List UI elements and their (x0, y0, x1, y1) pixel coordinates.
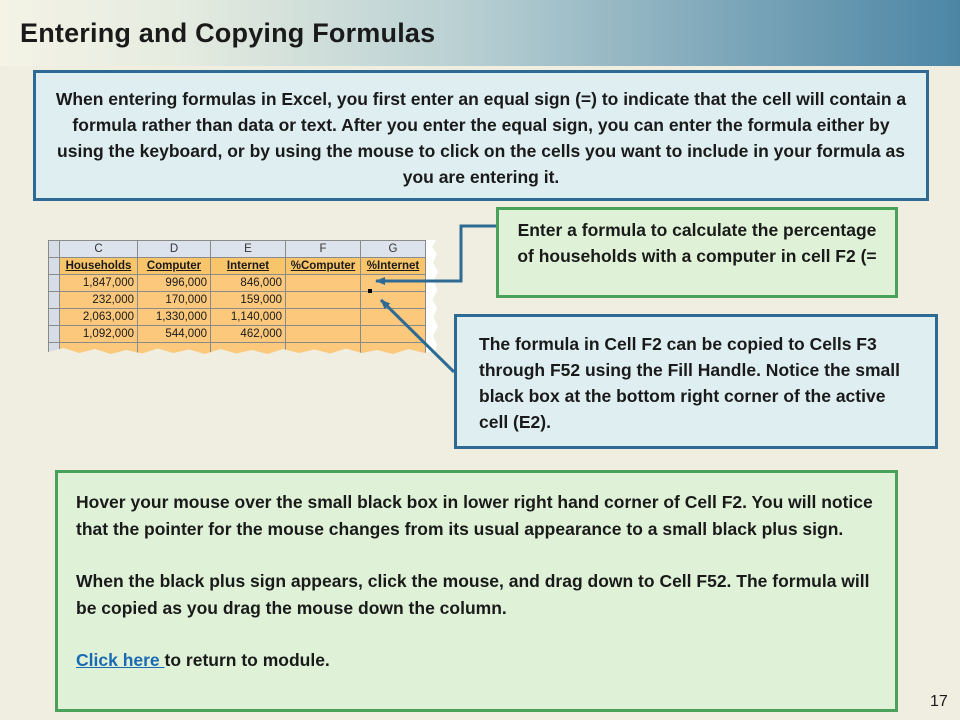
data-cell (286, 292, 361, 309)
column-letter: E (211, 241, 286, 258)
data-cell (361, 326, 426, 343)
enter-formula-callout (496, 207, 898, 298)
copy-formula-text: The formula in Cell F2 can be copied to Cells F3 through F52 using the Fill Handle. Notice the small black box at the bottom right corner of the active cell (E2). (479, 334, 901, 432)
active-cell-f2[interactable] (286, 275, 361, 292)
hover-paragraph-2: When the black plus sign appears, click the mouse, and drag down to Cell F52. The formula will be copied as you drag the mouse down the column. (76, 571, 870, 618)
intro-callout (33, 70, 929, 201)
copy-formula-callout (454, 314, 938, 449)
row-number (49, 326, 60, 343)
header-cell: Internet (211, 258, 286, 275)
data-cell: 1,092,000 (60, 326, 138, 343)
data-cell: 846,000 (211, 275, 286, 292)
column-letter: D (138, 241, 211, 258)
data-cell: 1,847,000 (60, 275, 138, 292)
data-cell: 462,000 (211, 326, 286, 343)
data-cell: 159,000 (211, 292, 286, 309)
table-row (49, 292, 426, 309)
data-cell (361, 309, 426, 326)
header-row (49, 258, 426, 275)
spreadsheet-image (48, 240, 440, 354)
data-cell (286, 309, 361, 326)
data-cell: 232,000 (60, 292, 138, 309)
header-cell: Households (60, 258, 138, 275)
header-cell: %Computer (286, 258, 361, 275)
fill-handle-icon[interactable] (368, 289, 372, 293)
row-number (49, 309, 60, 326)
column-letter: G (361, 241, 426, 258)
data-cell: 170,000 (138, 292, 211, 309)
data-cell (286, 326, 361, 343)
intro-text: When entering formulas in Excel, you first enter an equal sign (=) to indicate that the cell will contain a formula rather than data or text. After you enter the equal sign, you can enter the formula either by using the keyboard, or by using the mouse to click on the cells you want to include in your formula as you are entering it. (55, 89, 907, 187)
data-cell: 1,330,000 (138, 309, 211, 326)
header-cell: %Internet (361, 258, 426, 275)
return-line (76, 647, 875, 674)
header-cell: Computer (138, 258, 211, 275)
return-line-suffix: to return to module. (164, 650, 330, 670)
row-number (49, 275, 60, 292)
column-letter: C (60, 241, 138, 258)
table-row (49, 326, 426, 343)
spreadsheet-table (48, 240, 426, 354)
table-row (49, 309, 426, 326)
slide-title: Entering and Copying Formulas (20, 18, 436, 48)
hover-paragraph-1: Hover your mouse over the small black box in lower right hand corner of Cell F2. You will notice that the pointer for the mouse changes from its usual appearance to a small black plus sign. (76, 492, 873, 539)
page-number: 17 (930, 693, 948, 710)
column-header-row (49, 241, 426, 258)
row-number (49, 258, 60, 275)
data-cell: 1,140,000 (211, 309, 286, 326)
data-cell: 2,063,000 (60, 309, 138, 326)
data-cell: 544,000 (138, 326, 211, 343)
column-letter: F (286, 241, 361, 258)
hover-instructions-callout (55, 470, 898, 712)
enter-formula-text: Enter a formula to calculate the percentage of households with a computer in cell F2 (= (517, 220, 877, 266)
row-number (49, 292, 60, 309)
data-cell: 996,000 (138, 275, 211, 292)
corner-cell (49, 241, 60, 258)
data-cell (361, 292, 426, 309)
return-to-module-link[interactable]: Click here (76, 650, 165, 670)
